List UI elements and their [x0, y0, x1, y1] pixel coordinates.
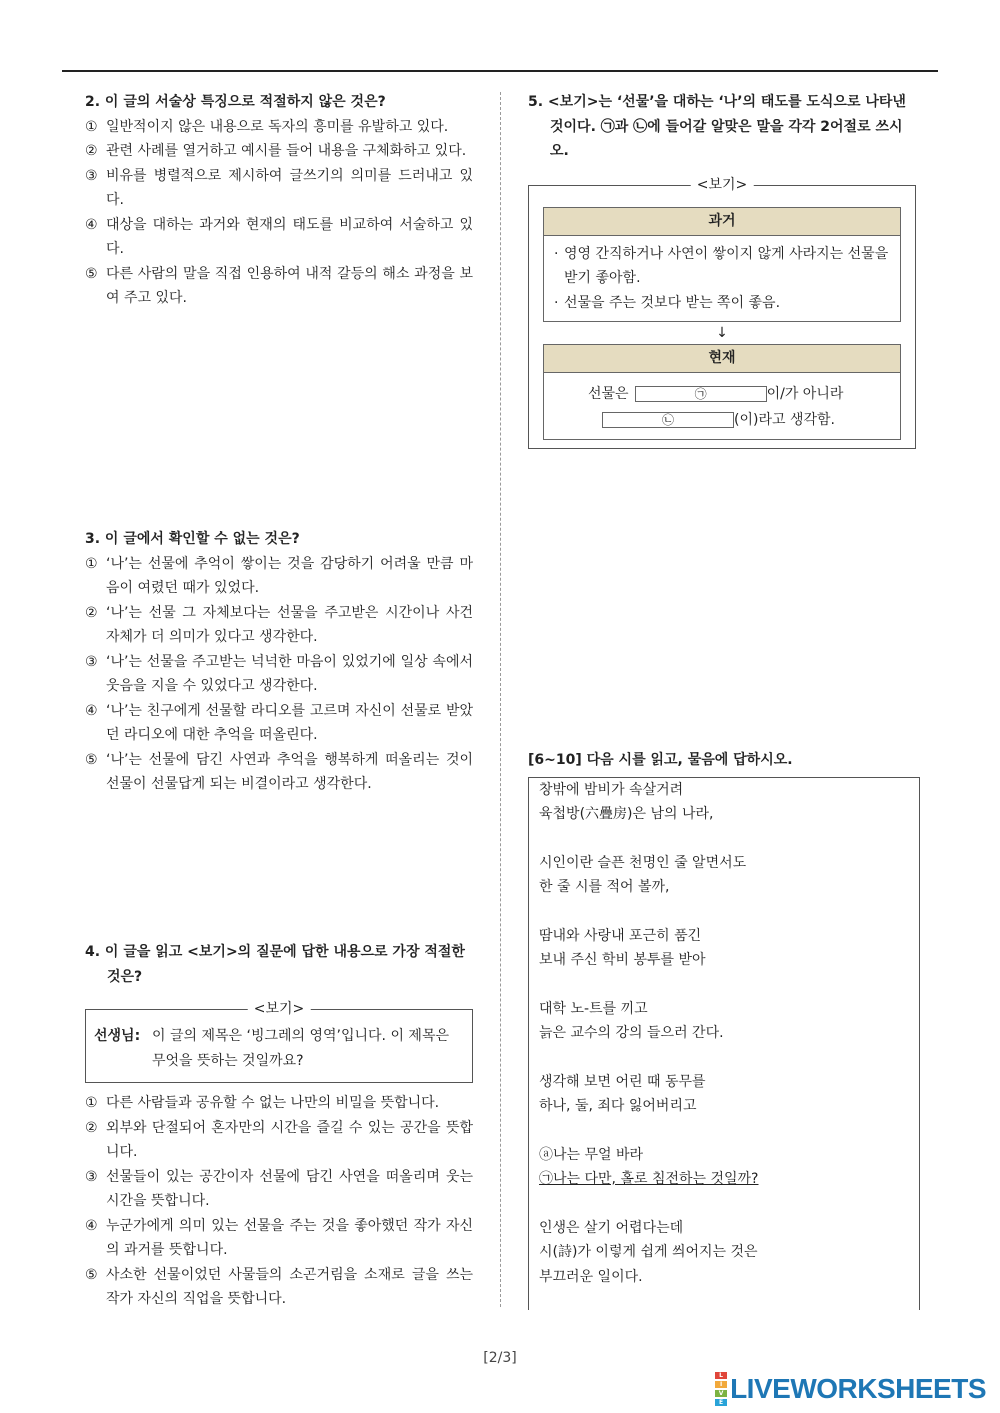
poem-line: 대학 노-트를 끼고: [539, 1000, 648, 1017]
option-number: ②: [85, 1119, 98, 1136]
option-number: ⑤: [85, 751, 98, 768]
bogi-box: [528, 176, 916, 450]
option-number: ④: [85, 702, 98, 719]
option[interactable]: [85, 699, 473, 748]
option[interactable]: [85, 1091, 473, 1116]
option-text: ‘나’는 선물에 추억이 쌓이는 것을 감당하기 어려울 만큼 마음이 여렸던 때가 있었다.: [106, 555, 473, 596]
past-item: [554, 242, 890, 291]
poem-line: 시인이란 슬픈 천명인 줄 알면서도: [539, 854, 747, 871]
past-item-text: 영영 간직하거나 사연이 쌓이지 않게 사라지는 선물을 받기 좋아함.: [564, 245, 889, 286]
poem-line: 육첩방(六疊房)은 남의 나라,: [539, 806, 714, 822]
bogi-label: <보기>: [248, 999, 311, 1019]
liveworksheets-logo[interactable]: [715, 1371, 986, 1407]
logo-mark-letter: I: [715, 1381, 727, 1388]
past-body: [543, 236, 901, 323]
poem-line: 늙은 교수의 강의 들으러 간다.: [539, 1025, 724, 1041]
bogi-label: <보기>: [691, 175, 754, 195]
poem-line: 땀내와 사랑내 포근히 품긴: [539, 927, 702, 944]
logo-mark-letter: L: [715, 1372, 727, 1379]
question-2-title: 2. 이 글의 서술상 특징으로 적절하지 않은 것은?: [85, 94, 386, 110]
option-number: ③: [85, 167, 98, 184]
poem-line: 창밖에 밤비가 속살거려: [539, 781, 684, 798]
top-rule: [62, 70, 938, 72]
question-4-options: [85, 1091, 473, 1312]
option-number: ④: [85, 1217, 98, 1234]
teacher-question: [94, 1024, 464, 1073]
option-text: 대상을 대하는 과거와 현재의 태도를 비교하여 서술하고 있다.: [106, 216, 473, 257]
option-text: 관련 사례를 열거하고 예시를 들어 내용을 구체화하고 있다.: [106, 143, 467, 159]
option-number: ①: [85, 1095, 98, 1111]
option-number: ④: [85, 216, 98, 233]
option-number: ③: [85, 653, 98, 670]
question-4-title: 4. 이 글을 읽고 <보기>의 질문에 답한 내용으로 가장 적절한 것은?: [85, 944, 465, 985]
present-line-2: [554, 407, 890, 433]
option-text: 누군가에게 의미 있는 선물을 주는 것을 좋아했던 작가 자신의 과거를 뜻합니다.: [106, 1217, 473, 1258]
poem-section: [528, 748, 920, 1310]
stanza: [539, 1143, 909, 1192]
option-number: ⑤: [85, 265, 98, 282]
stanza: [539, 924, 909, 973]
question-2-options: [85, 115, 473, 311]
option-text: 선물들이 있는 공간이자 선물에 담긴 사연을 떠올리며 웃는 시간을 뜻합니다.: [106, 1168, 473, 1209]
option-text: ‘나’는 친구에게 선물할 라디오를 고르며 자신이 선물로 받았던 라디오에 대한 추억을 떠올린다.: [106, 702, 473, 743]
poem-line: 하나, 둘, 죄다 잃어버리고: [539, 1098, 697, 1114]
option-text: ‘나’는 선물에 담긴 사연과 추억을 행복하게 떠올리는 것이 선물이 선물답게 되는 비결이라고 생각한다.: [106, 751, 473, 792]
option[interactable]: [85, 650, 473, 699]
question-4: [85, 940, 473, 1312]
teacher-text: 이 글의 제목은 ‘빙그레의 영역’입니다. 이 제목은 무엇을 뜻하는 것일까요?: [152, 1028, 450, 1069]
logo-mark-icon: [715, 1371, 727, 1407]
question-3: [85, 527, 473, 797]
present-prefix: 선물은: [588, 385, 629, 402]
option[interactable]: [85, 1263, 473, 1312]
present-header: 현재: [543, 344, 901, 373]
present-body: [543, 373, 901, 440]
stanza: [539, 851, 909, 900]
down-arrow-icon: ↓: [716, 325, 728, 341]
blank-1-input[interactable]: ㉠: [635, 386, 767, 402]
option[interactable]: [85, 601, 473, 650]
option[interactable]: [85, 115, 473, 140]
logo-text: LIVEWORKSHEETS: [730, 1373, 986, 1404]
poem-box: [528, 777, 920, 1310]
question-3-options: [85, 552, 473, 797]
question-5: [528, 90, 916, 449]
question-2: [85, 90, 473, 311]
past-header: 과거: [543, 207, 901, 236]
option-text: ‘나’는 선물 그 자체보다는 선물을 주고받은 시간이나 사건 자체가 더 의미가 있다고 생각한다.: [106, 604, 473, 645]
option[interactable]: [85, 748, 473, 797]
question-3-title: 3. 이 글에서 확인할 수 없는 것은?: [85, 531, 300, 547]
option-number: ⑤: [85, 1266, 98, 1283]
page-number: [2/3]: [483, 1350, 517, 1366]
column-divider: [500, 92, 501, 1307]
option-text: 다른 사람들과 공유할 수 없는 나만의 비밀을 뜻합니다.: [106, 1095, 440, 1111]
section-title: [6~10] 다음 시를 읽고, 물음에 답하시오.: [528, 752, 793, 768]
present-mid: 이/가 아니라: [766, 385, 844, 402]
poem-line: 시(詩)가 이렇게 쉽게 씌어지는 것은: [539, 1244, 758, 1260]
option[interactable]: [85, 1165, 473, 1214]
poem-line: 한 줄 시를 적어 볼까,: [539, 879, 670, 895]
option[interactable]: [85, 164, 473, 213]
option-number: ①: [85, 555, 98, 572]
option-text: ‘나’는 선물을 주고받는 넉넉한 마음이 있었기에 일상 속에서 웃음을 지을 수 있었다고 생각한다.: [106, 653, 473, 694]
option[interactable]: [85, 139, 473, 164]
option[interactable]: [85, 1116, 473, 1165]
stanza: [539, 1070, 909, 1119]
past-item-text: 선물을 주는 것보다 받는 쪽이 좋음.: [564, 294, 781, 311]
logo-mark-letter: E: [715, 1399, 727, 1406]
option[interactable]: [85, 262, 473, 311]
stanza: [539, 1216, 909, 1290]
bogi-box: [85, 1001, 473, 1083]
poem-line: 보내 주신 학비 봉투를 받아: [539, 952, 706, 968]
option-number: ②: [85, 143, 98, 159]
option[interactable]: [85, 552, 473, 601]
option-number: ①: [85, 118, 98, 135]
option[interactable]: [85, 213, 473, 262]
past-item: [554, 291, 890, 316]
option-text: 사소한 선물이었던 사물들의 소곤거림을 소재로 글을 쓰는 작가 자신의 직업을 뜻합니다.: [106, 1266, 473, 1307]
option[interactable]: [85, 1214, 473, 1263]
option-text: 다른 사람의 말을 직접 인용하여 내적 갈등의 해소 과정을 보여 주고 있다.: [106, 265, 473, 306]
stanza: [539, 997, 909, 1046]
bullet: ·: [554, 294, 559, 311]
blank-2-input[interactable]: ㉡: [602, 412, 734, 428]
poem-line-underlined: ㉠나는 다만, 홀로 침전하는 것일까?: [539, 1171, 759, 1187]
present-line-1: [554, 381, 890, 407]
bullet: ·: [554, 245, 559, 262]
present-suffix: (이)라고 생각함.: [734, 411, 835, 428]
option-number: ③: [85, 1168, 98, 1185]
stanza: [539, 778, 909, 827]
poem-line: 인생은 살기 어렵다는데: [539, 1219, 684, 1236]
option-text: 비유를 병렬적으로 제시하여 글쓰기의 의미를 드러내고 있다.: [106, 167, 473, 208]
option-text: 외부와 단절되어 혼자만의 시간을 즐길 수 있는 공간을 뜻합니다.: [106, 1119, 473, 1160]
poem-line: 생각해 보면 어린 때 동무를: [539, 1073, 706, 1090]
question-5-title: 5. <보기>는 ‘선물’을 대하는 ‘나’의 태도를 도식으로 나타낸 것이다. ㉠과 ㉡에 들어갈 알맞은 말을 각각 2어절로 쓰시오.: [528, 94, 906, 159]
option-text: 일반적이지 않은 내용으로 독자의 흥미를 유발하고 있다.: [106, 118, 449, 135]
poem-line: ⓐ나는 무얼 바라: [539, 1146, 644, 1163]
option-number: ②: [85, 604, 98, 621]
poem-line: 부끄러운 일이다.: [539, 1268, 643, 1285]
logo-mark-letter: V: [715, 1390, 727, 1397]
teacher-label: 선생님:: [94, 1028, 141, 1044]
